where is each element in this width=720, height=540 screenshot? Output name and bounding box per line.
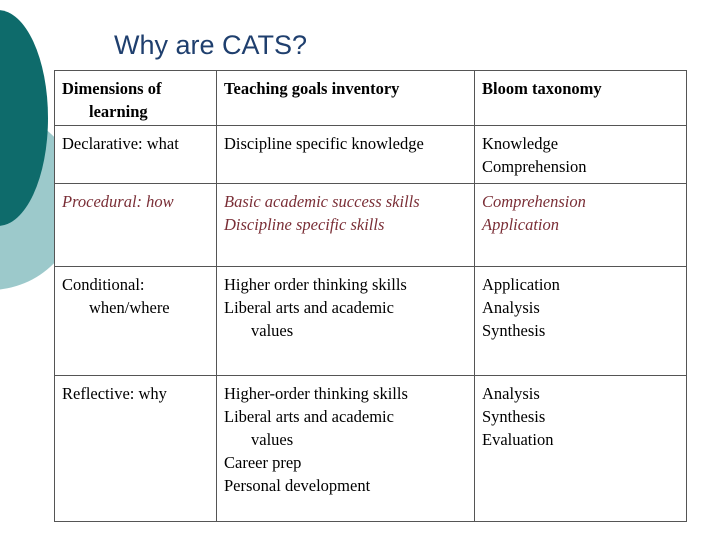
row1-teaching-goal bbox=[217, 126, 475, 184]
header-dimensions-line1: Dimensions of bbox=[62, 79, 162, 98]
cell-line: when/where bbox=[89, 298, 170, 317]
row1-bloom bbox=[475, 126, 687, 184]
table-row bbox=[55, 376, 687, 522]
cell-line: Synthesis bbox=[482, 407, 546, 426]
cell-line: Discipline specific knowledge bbox=[224, 134, 424, 153]
row1-dimension bbox=[55, 126, 217, 184]
cell-line: Liberal arts and academic bbox=[224, 407, 394, 426]
row3-dimension bbox=[55, 267, 217, 376]
header-dimensions bbox=[55, 71, 217, 126]
table-row bbox=[55, 184, 687, 267]
cell-line: values bbox=[251, 430, 294, 449]
cell-line: Reflective: why bbox=[62, 384, 167, 403]
cell-line: Comprehension bbox=[482, 192, 586, 211]
comparison-table bbox=[54, 70, 687, 522]
cell-line: Application bbox=[482, 275, 560, 294]
row2-bloom bbox=[475, 184, 687, 267]
cell-line: Analysis bbox=[482, 384, 540, 403]
cell-line: Comprehension bbox=[482, 157, 587, 176]
row4-dimension bbox=[55, 376, 217, 522]
header-teaching-goals: Teaching goals inventory bbox=[217, 71, 475, 126]
table-row bbox=[55, 267, 687, 376]
row3-teaching-goal bbox=[217, 267, 475, 376]
cell-line: Synthesis bbox=[482, 321, 546, 340]
cell-line: values bbox=[251, 321, 294, 340]
cell-line: Procedural: how bbox=[62, 192, 174, 211]
slide-title: Why are CATS? bbox=[114, 30, 308, 60]
row2-teaching-goal bbox=[217, 184, 475, 267]
row2-dimension bbox=[55, 184, 217, 267]
cell-line: Basic academic success skills bbox=[224, 192, 420, 211]
cell-line: Personal development bbox=[224, 476, 371, 495]
header-bloom: Bloom taxonomy bbox=[475, 71, 687, 126]
row4-teaching-goal bbox=[217, 376, 475, 522]
cell-line: Discipline specific skills bbox=[224, 215, 385, 234]
table-row bbox=[55, 126, 687, 184]
cell-line: Career prep bbox=[224, 453, 302, 472]
cell-line: Evaluation bbox=[482, 430, 554, 449]
header-dimensions-line2: learning bbox=[89, 102, 148, 121]
cell-line: Application bbox=[482, 215, 559, 234]
cell-line: Higher order thinking skills bbox=[224, 275, 407, 294]
row3-bloom bbox=[475, 267, 687, 376]
row4-bloom bbox=[475, 376, 687, 522]
cell-line: Analysis bbox=[482, 298, 540, 317]
cell-line: Declarative: what bbox=[62, 134, 179, 153]
cell-line: Liberal arts and academic bbox=[224, 298, 394, 317]
cell-line: Knowledge bbox=[482, 134, 559, 153]
cell-line: Higher-order thinking skills bbox=[224, 384, 408, 403]
cell-line: Conditional: bbox=[62, 275, 145, 294]
table-header-row bbox=[55, 71, 687, 126]
